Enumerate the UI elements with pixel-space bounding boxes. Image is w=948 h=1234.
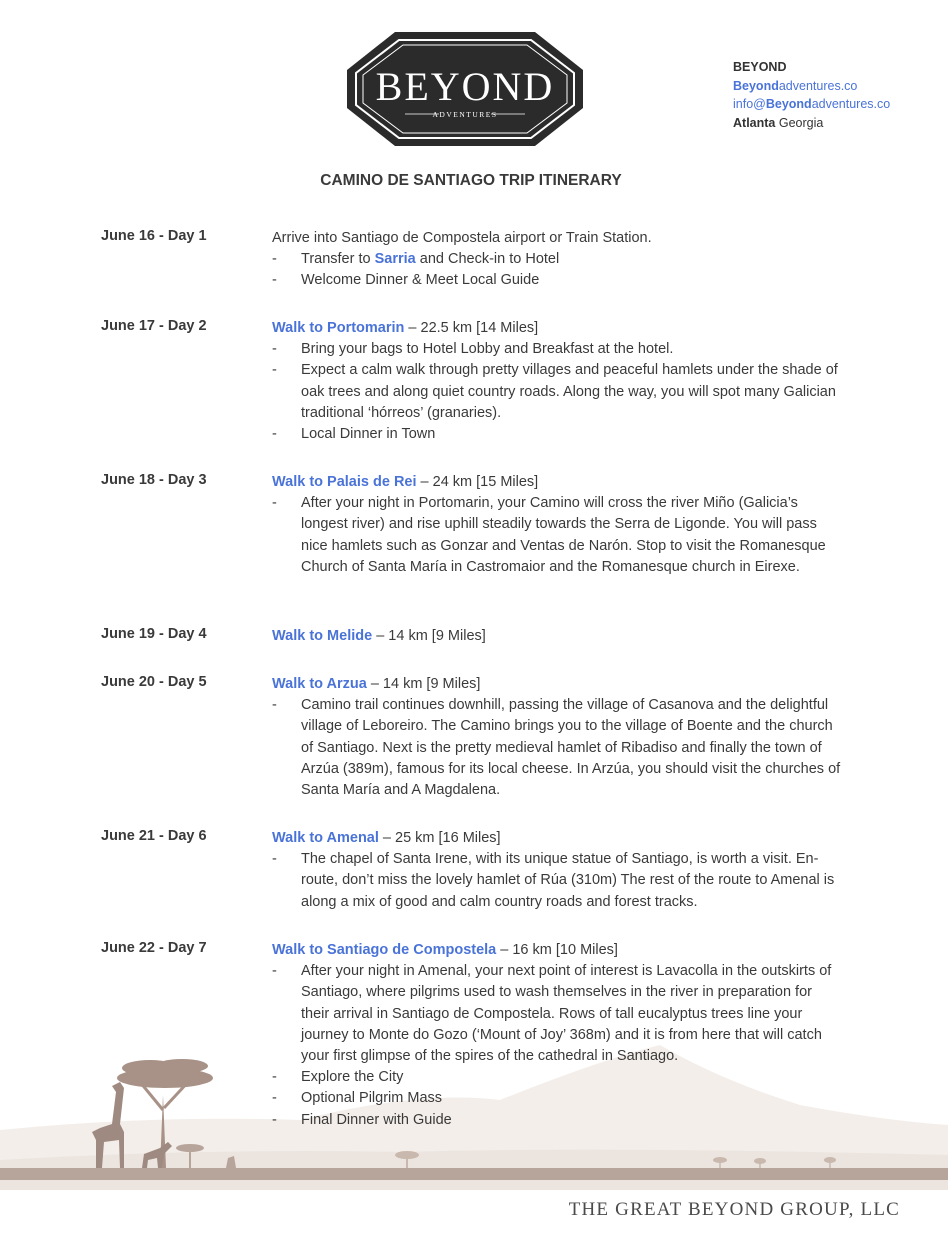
walk-link[interactable]: Walk to Santiago de Compostela <box>272 942 497 958</box>
walk-distance: – 16 km [10 Miles] <box>496 942 618 958</box>
location: Atlanta Georgia <box>733 115 824 130</box>
walk-distance: – 24 km [15 Miles] <box>416 474 539 490</box>
bullet-item: - Optional Pilgrim Mass <box>272 1090 443 1107</box>
day-label: June 20 - Day 5 <box>101 674 207 690</box>
day-label: June 22 - Day 7 <box>101 940 207 956</box>
bullet-item: - After your night in Amenal, your next point of interest is Lavacolla in the outskirts of Santiago, where pilgrims used to wash themselves in the river in preparation for their arrival in Santiago de Compostela. Rows of tall eucalyptus trees line your journey to Monte do Gozo (‘Mount of Joy’ 368m) and it is from here that will catch your first glimpse of the spires of the cathedral in Santiago. <box>272 963 832 1065</box>
day-label: June 21 - Day 6 <box>101 828 207 844</box>
day-details <box>272 228 844 292</box>
bullet-item: - Final Dinner with Guide <box>272 1111 452 1128</box>
walk-distance: – 25 km [16 Miles] <box>378 830 501 846</box>
day-label: June 17 - Day 2 <box>101 318 207 334</box>
bullet-item: - Transfer to Sarria and Check-in to Hotel <box>272 251 560 268</box>
bullet-item: - Expect a calm walk through pretty villages and peaceful hamlets under the shade of oak trees and along quiet country roads. Along the way, you will spot many Galician traditional ‘hórreos’ (granaries). <box>272 362 838 421</box>
bullet-item: - The chapel of Santa Irene, with its unique statue of Santiago, is worth a visit. En-route, don’t miss the lovely hamlet of Rúa (310m) The rest of the route to Amenal is along a mix of good and calm country roads and forest tracks. <box>272 851 835 910</box>
day-details <box>272 318 844 445</box>
walk-distance: – 22.5 km [14 Miles] <box>404 320 539 336</box>
day-label: June 18 - Day 3 <box>101 472 207 488</box>
bullet-item: - Camino trail continues downhill, passing the village of Casanova and the delightful village of Leboreiro. The Camino brings you to the village of Boente and the church of Santiago. Next is the pretty medieval hamlet of Ribadiso and finally the town of Arzúa (389m), famous for its local cheese. In Arzúa, you should visit the churches of Santa María and A Magdalena. <box>272 697 841 799</box>
bullet-item: - Local Dinner in Town <box>272 426 436 443</box>
website-link[interactable]: Beyondadventures.co <box>733 78 858 93</box>
bullet-item: - Explore the City <box>272 1069 404 1086</box>
walk-distance: – 14 km [9 Miles] <box>372 628 486 644</box>
day-details <box>272 626 844 647</box>
walk-link[interactable]: Walk to Palais de Rei <box>272 474 417 490</box>
day-details <box>272 472 844 578</box>
page-title: CAMINO DE SANTIAGO TRIP ITINERARY <box>320 172 622 189</box>
day-details <box>272 674 844 801</box>
beyond-adventures-logo <box>345 30 585 148</box>
sarria-link[interactable]: Sarria <box>374 251 416 268</box>
logo-sub: ADVENTURES <box>432 110 498 119</box>
company-name: BEYOND <box>733 60 787 74</box>
day-label: June 19 - Day 4 <box>101 626 207 642</box>
contact-block <box>733 58 890 132</box>
walk-distance: – 14 km [9 Miles] <box>366 676 481 692</box>
walk-link[interactable]: Walk to Arzua <box>272 676 367 692</box>
email-link[interactable]: info@Beyondadventures.co <box>733 97 891 111</box>
logo-brand: BEYOND <box>375 64 555 109</box>
walk-link[interactable]: Walk to Amenal <box>272 830 379 846</box>
day-details <box>272 828 844 913</box>
bullet-item: - After your night in Portomarin, your Camino will cross the river Miño (Galicia’s longest river) and rise uphill steadily towards the Serra de Ligonde. You will pass nice hamlets such as Gonzar and Ventas de Narón. Stop to visit the Romanesque Church of Santa María in Castromaior and the Romanesque church in Eirexe. <box>272 495 826 575</box>
day-details <box>272 940 844 1131</box>
walk-link[interactable]: Walk to Portomarin <box>272 320 405 336</box>
footer-company: THE GREAT BEYOND GROUP, LLC <box>568 1199 900 1220</box>
walk-link[interactable]: Walk to Melide <box>272 628 373 644</box>
bullet-item: - Welcome Dinner & Meet Local Guide <box>272 272 540 289</box>
bullet-item: - Bring your bags to Hotel Lobby and Breakfast at the hotel. <box>272 341 674 358</box>
day-intro: Arrive into Santiago de Compostela airport or Train Station. <box>272 230 652 246</box>
day-label: June 16 - Day 1 <box>101 228 207 244</box>
